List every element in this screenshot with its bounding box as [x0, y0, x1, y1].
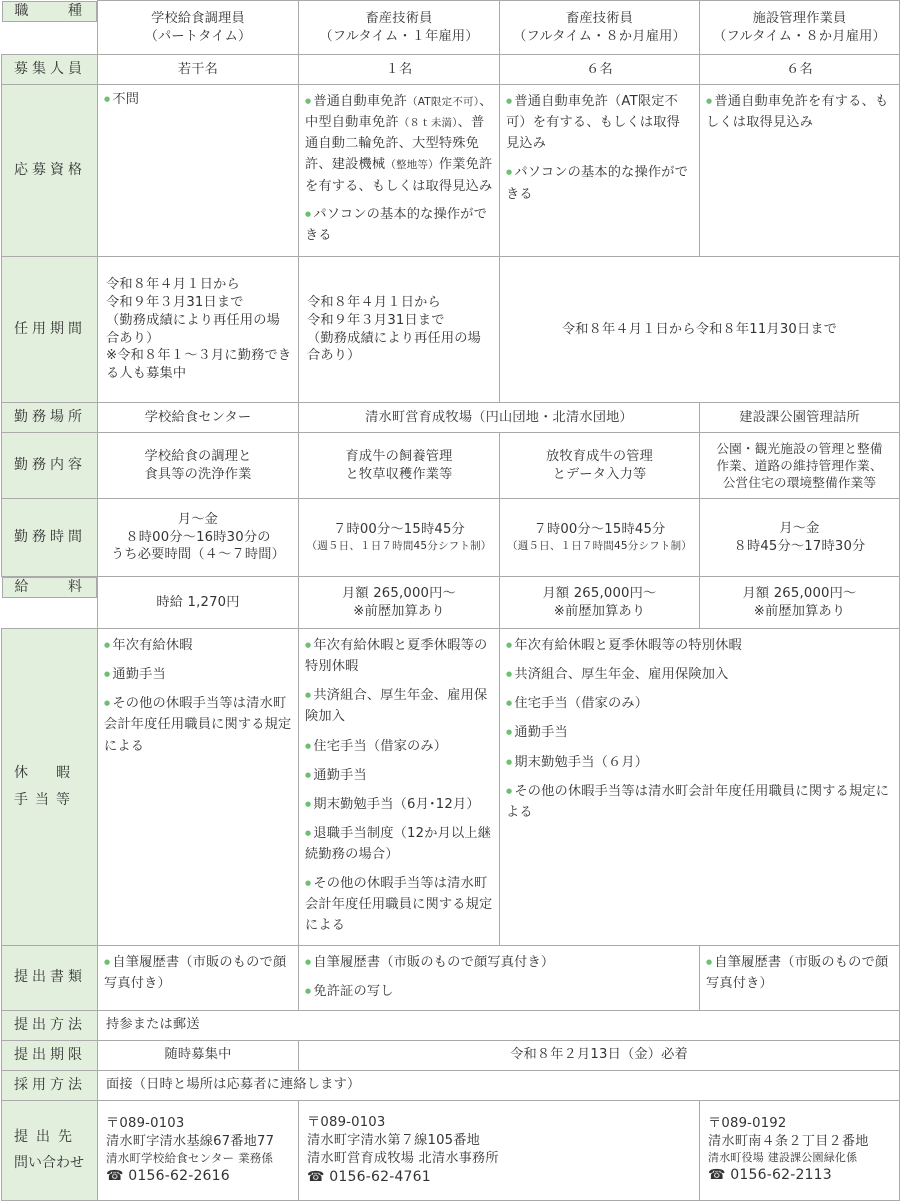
- row-method: [2, 1010, 900, 1040]
- header-salary: 給 料: [2, 577, 98, 598]
- contact-2: 〒089-0103 清水町字清水第７線105番地 清水町営育成牧場 北清水事務所 ☎ 0156-62-4761: [299, 1100, 700, 1200]
- qualification-1: ● 不問: [98, 85, 299, 257]
- phone-icon: ☎: [106, 1167, 124, 1184]
- header-hours: 勤務時間: [2, 499, 98, 577]
- workplace-1: 学校給食センター: [98, 403, 299, 433]
- recruits-2: １名: [299, 55, 500, 85]
- term-1: 令和８年４月１日から 令和９年３月31日まで （勤務成績により再任用の場合あり） ※令和８年１～３月に勤務できる人も募集中: [98, 257, 299, 403]
- method-value: 持参または郵送: [98, 1010, 900, 1040]
- header-docs: 提出書類: [2, 945, 98, 1010]
- docs-1: ● 自筆履歴書（市販のもので顔写真付き）: [98, 945, 299, 1010]
- hours-4: 月～金 ８時45分～17時30分: [700, 499, 900, 577]
- hours-3: ７時00分～15時45分 （週５日、１日７時間45分シフト制）: [500, 499, 700, 577]
- header-selection: 採用方法: [2, 1070, 98, 1100]
- header-qualification: 応募資格: [2, 85, 98, 257]
- salary-3: 月額 265,000円～ ※前歴加算あり: [500, 577, 700, 629]
- workplace-4: 建設課公園管理詰所: [700, 403, 900, 433]
- row-qualification: [2, 85, 900, 257]
- phone-icon: ☎: [307, 1168, 325, 1185]
- qualification-4: ● 普通自動車免許を有する、もしくは取得見込み: [700, 85, 900, 257]
- qualification-2: ● 普通自動車免許（AT限定不可）、中型自動車免許（８ｔ未満）、普通自動二輪免許、大型特殊免許、建設機械（整地等）作業免許を有する、もしくは取得見込み ● パソコンの基本的な操作ができる: [299, 85, 500, 257]
- leave-3-4: ● 年次有給休暇と夏季休暇等の特別休暇 ● 共済組合、厚生年金、雇用保険加入 ● 住宅手当（借家のみ） ● 通勤手当 ● 期末勤勉手当（６月） ● その他の休暇手当等は清水町会計年度任用職員に関する規定による: [500, 629, 900, 946]
- salary-2: 月額 265,000円～ ※前歴加算あり: [299, 577, 500, 629]
- selection-value: 面接（日時と場所は応募者に連絡します）: [98, 1070, 900, 1100]
- row-deadline: [2, 1040, 900, 1070]
- header-duties: 勤務内容: [2, 433, 98, 499]
- job-3: 畜産技術員 （フルタイム・８か月雇用）: [500, 1, 700, 55]
- duties-3: 放牧育成牛の管理 とデータ入力等: [500, 433, 700, 499]
- recruits-3: ６名: [500, 55, 700, 85]
- header-term: 任用期間: [2, 257, 98, 403]
- row-term: [2, 257, 900, 403]
- row-recruits: [2, 55, 900, 85]
- row-workplace: [2, 403, 900, 433]
- salary-1: 時給 1,270円: [98, 577, 299, 629]
- term-3-4: 令和８年４月１日から令和８年11月30日まで: [500, 257, 900, 403]
- term-2: 令和８年４月１日から 令和９年３月31日まで （勤務成績により再任用の場合あり）: [299, 257, 500, 403]
- leave-2: ● 年次有給休暇と夏季休暇等の特別休暇 ● 共済組合、厚生年金、雇用保険加入 ● 住宅手当（借家のみ） ● 通勤手当 ● 期末勤勉手当（6月･12月） ● 退職手当制度（12か月以上継続勤務の場合） ● その他の休暇手当等は清水町会計年度任用職員に関する規定による: [299, 629, 500, 946]
- docs-4: ● 自筆履歴書（市販のもので顔写真付き）: [700, 945, 900, 1010]
- workplace-2-3: 清水町営育成牧場（円山団地・北清水団地）: [299, 403, 700, 433]
- recruits-1: 若干名: [98, 55, 299, 85]
- deadline-1: 随時募集中: [98, 1040, 299, 1070]
- job-1: 学校給食調理員 （パートタイム）: [98, 1, 299, 55]
- qualification-3: ● 普通自動車免許（AT限定不可）を有する、もしくは取得見込み ● パソコンの基本的な操作ができる: [500, 85, 700, 257]
- row-job-type: [2, 1, 900, 55]
- deadline-2-4: 令和８年２月13日（金）必着: [299, 1040, 900, 1070]
- header-deadline: 提出期限: [2, 1040, 98, 1070]
- row-docs: [2, 945, 900, 1010]
- recruits-4: ６名: [700, 55, 900, 85]
- contact-4: 〒089-0192 清水町南４条２丁目２番地 清水町役場 建設課公園緑化係 ☎ 0156-62-2113: [700, 1100, 900, 1200]
- hours-2: ７時00分～15時45分 （週５日、１日７時間45分シフト制）: [299, 499, 500, 577]
- hours-1: 月～金 ８時00分～16時30分の うち必要時間（４～７時間）: [98, 499, 299, 577]
- header-method: 提出方法: [2, 1010, 98, 1040]
- row-duties: [2, 433, 900, 499]
- row-leave: [2, 629, 900, 946]
- duties-1: 学校給食の調理と 食具等の洗浄作業: [98, 433, 299, 499]
- header-leave: 休 暇 手 当 等: [2, 629, 98, 946]
- header-job-type: 職 種: [2, 1, 98, 22]
- job-2: 畜産技術員 （フルタイム・１年雇用）: [299, 1, 500, 55]
- salary-4: 月額 265,000円～ ※前歴加算あり: [700, 577, 900, 629]
- header-workplace: 勤務場所: [2, 403, 98, 433]
- leave-1: ● 年次有給休暇 ● 通勤手当 ● その他の休暇手当等は清水町会計年度任用職員に関する規定による: [98, 629, 299, 946]
- docs-2-3: ● 自筆履歴書（市販のもので顔写真付き） ● 免許証の写し: [299, 945, 700, 1010]
- row-hours: [2, 499, 900, 577]
- header-recruits: 募集人員: [2, 55, 98, 85]
- duties-2: 育成牛の飼養管理 と牧草収穫作業等: [299, 433, 500, 499]
- row-contact: [2, 1100, 900, 1200]
- header-contact: 提 出 先 問い合わせ: [2, 1100, 98, 1200]
- row-selection: [2, 1070, 900, 1100]
- job-4: 施設管理作業員 （フルタイム・８か月雇用）: [700, 1, 900, 55]
- phone-icon: ☎: [708, 1167, 726, 1184]
- duties-4: 公園・観光施設の管理と整備 作業、道路の維持管理作業、 公営住宅の環境整備作業等: [700, 433, 900, 499]
- row-salary: [2, 577, 900, 629]
- recruitment-table: [1, 0, 900, 1201]
- contact-1: 〒089-0103 清水町字清水基線67番地77 清水町学校給食センター 業務係 ☎ 0156-62-2616: [98, 1100, 299, 1200]
